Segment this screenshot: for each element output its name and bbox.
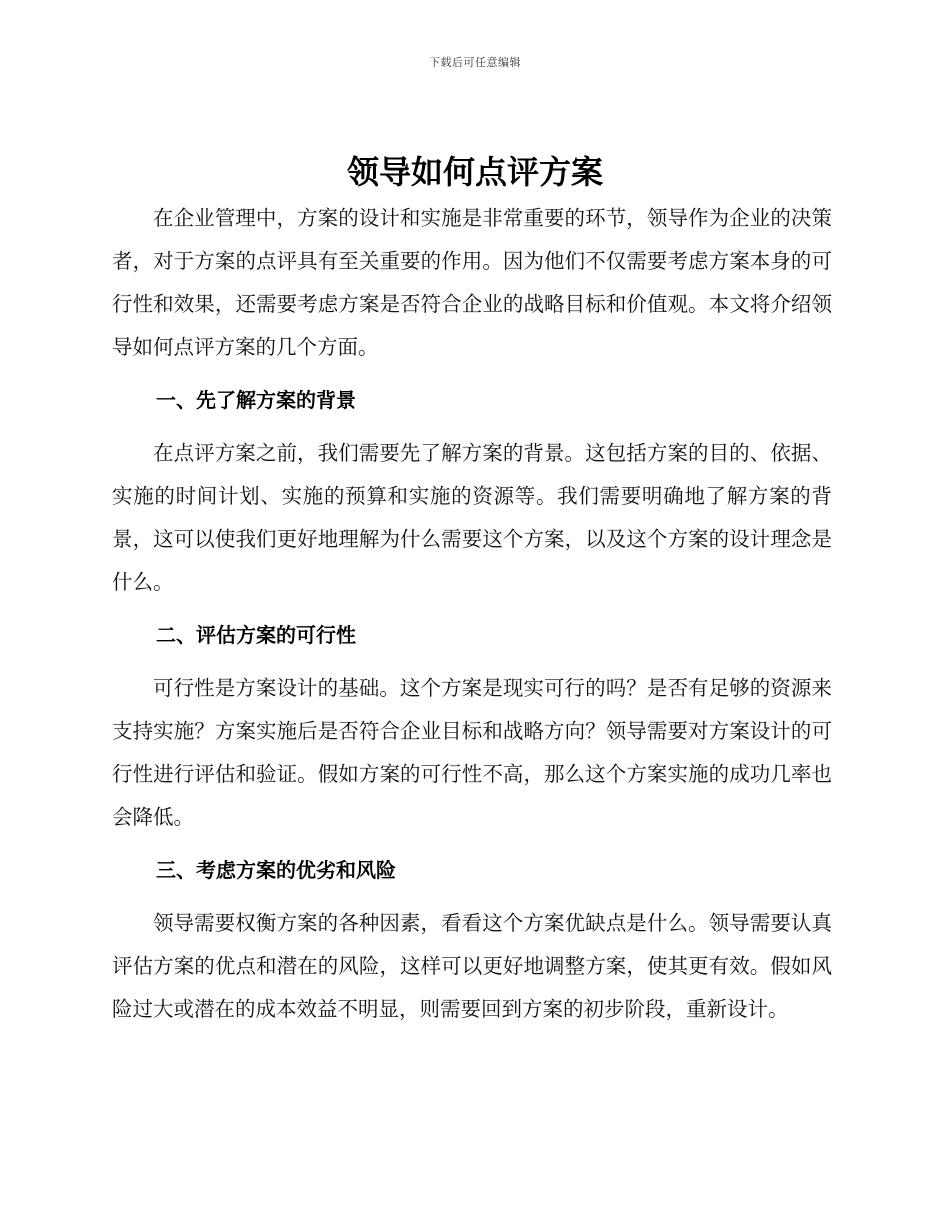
section-heading-risks: 三、考虑方案的优劣和风险 xyxy=(156,858,396,882)
section-paragraph-background: 在点评方案之前，我们需要先了解方案的背景。这包括方案的目的、依据、实施的时间计划、实施的预算和实施的资源等。我们需要明确地了解方案的背景，这可以使我们更好地理解为什么需要这个方案，以及这个方案的设计理念是什么。 xyxy=(112,441,832,594)
intro-paragraph: 在企业管理中，方案的设计和实施是非常重要的环节，领导作为企业的决策者，对于方案的点评具有至关重要的作用。因为他们不仅需要考虑方案本身的可行性和效果，还需要考虑方案是否符合企业的战略目标和价值观。本文将介绍领导如何点评方案的几个方面。 xyxy=(112,206,832,359)
document-body xyxy=(112,197,832,1031)
document-title: 领导如何点评方案 xyxy=(346,153,603,191)
section-paragraph-feasibility: 可行性是方案设计的基础。这个方案是现实可行的吗？是否有足够的资源来支持实施？方案实施后是否符合企业目标和战略方向？领导需要对方案设计的可行性进行评估和验证。假如方案的可行性不高，那么这个方案实施的成功几率也会降低。 xyxy=(112,676,832,829)
section-heading-feasibility: 二、评估方案的可行性 xyxy=(156,623,356,647)
section-paragraph-risks: 领导需要权衡方案的各种因素，看看这个方案优缺点是什么。领导需要认真评估方案的优点和潜在的风险，这样可以更好地调整方案，使其更有效。假如风险过大或潜在的成本效益不明显，则需要回到方案的初步阶段，重新设计。 xyxy=(112,911,832,1021)
section-heading-background: 一、先了解方案的背景 xyxy=(156,388,356,412)
header-note: 下载后可任意编辑 xyxy=(429,56,521,69)
